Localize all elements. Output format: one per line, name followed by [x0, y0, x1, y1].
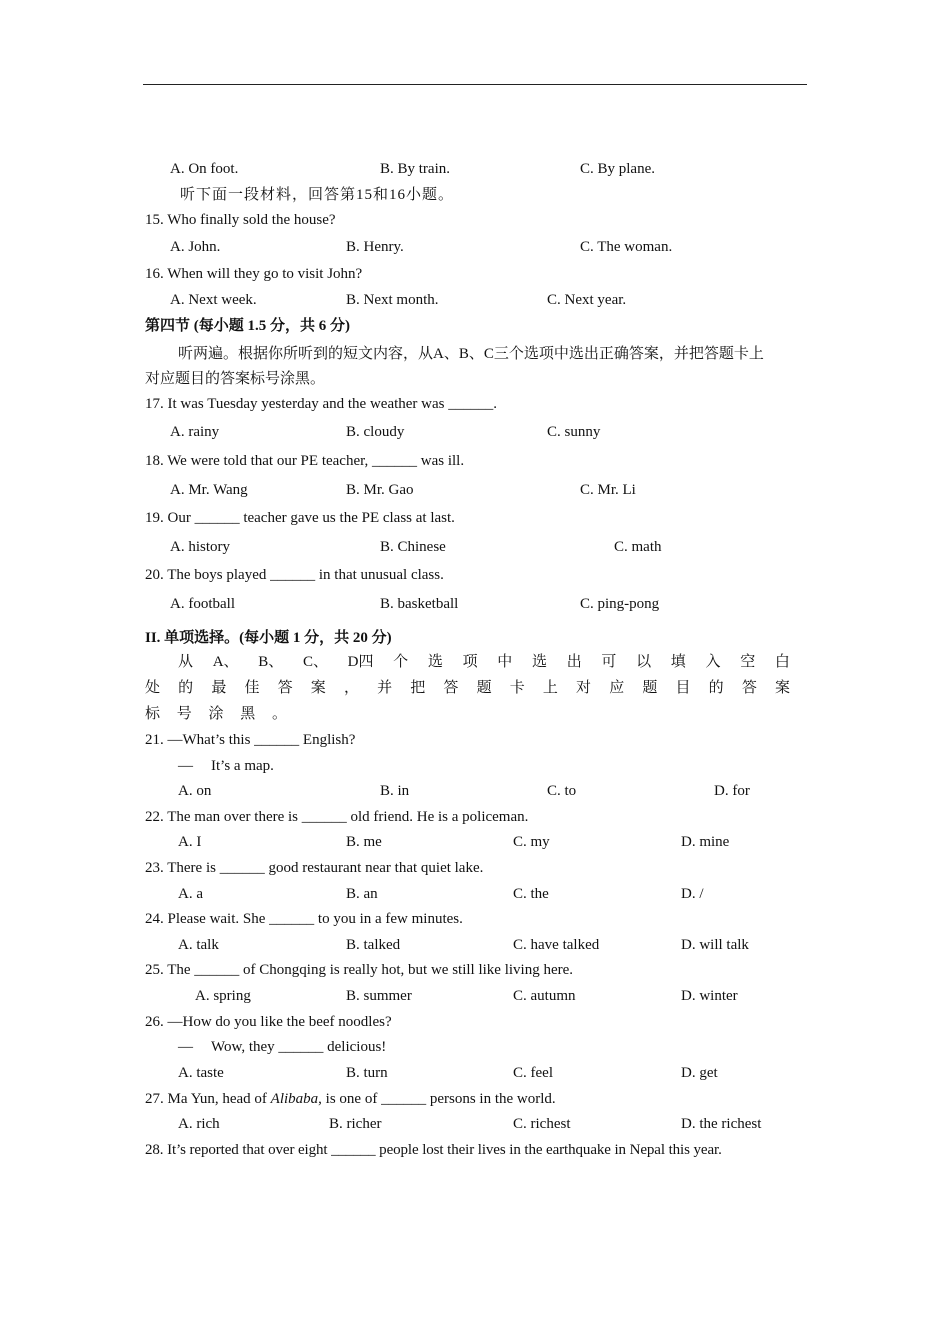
q23-option-b: B. an	[346, 886, 378, 902]
instr-char: B、	[258, 654, 284, 670]
q21-option-b: B. in	[380, 783, 410, 799]
q27-stem-pre: 27. Ma Yun, head of	[145, 1091, 271, 1107]
q24-option-c: C. have talked	[513, 937, 600, 953]
q19-option-b: B. Chinese	[380, 539, 446, 555]
q22-option-a: A. I	[178, 834, 202, 850]
q24-stem: 24. Please wait. She ______ to you in a few minutes.	[145, 911, 463, 927]
q23-option-d: D. /	[681, 886, 704, 902]
q24-option-b: B. talked	[346, 937, 401, 953]
q21-stem: 21. —What’s this ______ English?	[145, 732, 356, 748]
q26-option-b: B. turn	[346, 1065, 388, 1081]
instr-char: 案	[774, 680, 790, 696]
instr-char: 题	[642, 680, 658, 696]
q20-option-c: C. ping-pong	[580, 596, 660, 612]
part-2-instruction-line-1	[178, 652, 790, 672]
instr-char: 项	[462, 654, 478, 670]
instr-char: A、	[212, 654, 239, 670]
q21-option-d: D. for	[714, 783, 750, 799]
instr-char: C、	[302, 654, 328, 670]
q15-option-a: A. John.	[170, 239, 221, 255]
q17-option-b: B. cloudy	[346, 424, 405, 440]
q22-option-b: B. me	[346, 834, 382, 850]
q22-option-c: C. my	[513, 834, 550, 850]
instr-char: 处	[145, 680, 161, 696]
instr-char: 出	[566, 654, 582, 670]
section-4-instruction-2: 对应题目的答案标号涂黑。	[145, 371, 326, 387]
q25-stem: 25. The ______ of Chongqing is really hot, but we still like living here.	[145, 962, 574, 978]
q27-stem-post: , is one of ______ persons in the world.	[318, 1091, 556, 1107]
q20-option-b: B. basketball	[380, 596, 459, 612]
instr-char: 黑	[240, 706, 256, 722]
instr-char: 选	[531, 654, 547, 670]
q19-option-a: A. history	[170, 539, 230, 555]
q24-option-a: A. talk	[178, 937, 219, 953]
instr-char: 答	[443, 680, 459, 696]
q15-option-c: C. The woman.	[580, 239, 673, 255]
q17-stem: 17. It was Tuesday yesterday and the weather was ______.	[145, 396, 498, 412]
q21-option-c: C. to	[547, 783, 577, 799]
q27-stem	[145, 1089, 556, 1109]
q21-option-a: A. on	[178, 783, 212, 799]
q18-stem: 18. We were told that our PE teacher, ______ was ill.	[145, 453, 465, 469]
instr-char: 标	[145, 706, 161, 722]
instr-char: 白	[774, 654, 790, 670]
q15-stem: 15. Who finally sold the house?	[145, 212, 336, 228]
part-2-title: II. 单项选择。(每小题 1 分，共 20 分)	[145, 630, 392, 646]
q14-option-b: B. By train.	[380, 161, 450, 177]
instr-char: D四	[347, 654, 374, 670]
instr-char: 的	[178, 680, 194, 696]
q23-option-c: C. the	[513, 886, 549, 902]
instr-char: 对	[576, 680, 592, 696]
q14-option-c: C. By plane.	[580, 161, 655, 177]
instr-char: 上	[542, 680, 558, 696]
q25-option-c: C. autumn	[513, 988, 576, 1004]
q20-stem: 20. The boys played ______ in that unusual class.	[145, 567, 444, 583]
instr-char: 题	[476, 680, 492, 696]
instr-char: 个	[393, 654, 409, 670]
q14-option-a: A. On foot.	[170, 161, 239, 177]
instr-char: 答	[741, 680, 757, 696]
q25-option-b: B. summer	[346, 988, 412, 1004]
instr-char: 把	[410, 680, 426, 696]
q21-reply-dash: —	[178, 758, 193, 774]
instr-char: 空	[740, 654, 756, 670]
header-rule	[143, 84, 807, 85]
instr-char: 。	[271, 706, 287, 722]
part-2-instruction-line-2	[145, 678, 790, 698]
q25-option-d: D. winter	[681, 988, 738, 1004]
instr-char: 以	[636, 654, 652, 670]
q27-option-a: A. rich	[178, 1116, 220, 1132]
section-4-instruction-1: 听两遍。根据你所听到的短文内容，从A、B、C三个选项中选出正确答案，并把答题卡上	[178, 346, 764, 362]
q27-stem-company: Alibaba	[270, 1091, 319, 1107]
q27-option-d: D. the richest	[681, 1116, 762, 1132]
q16-option-b: B. Next month.	[346, 292, 439, 308]
q22-stem: 22. The man over there is ______ old friend. He is a policeman.	[145, 809, 529, 825]
instr-char: 选	[427, 654, 443, 670]
instr-char: 的	[708, 680, 724, 696]
q25-option-a: A. spring	[195, 988, 251, 1004]
instr-char: 填	[670, 654, 686, 670]
instr-char: 卡	[509, 680, 525, 696]
q19-option-c: C. math	[614, 539, 662, 555]
q26-option-d: D. get	[681, 1065, 718, 1081]
q21-reply: It’s a map.	[211, 758, 274, 774]
instr-char: 并	[377, 680, 393, 696]
instr-char: 应	[609, 680, 625, 696]
q22-option-d: D. mine	[681, 834, 730, 850]
q27-option-b: B. richer	[329, 1116, 382, 1132]
instr-char: 号	[176, 706, 192, 722]
q16-option-c: C. Next year.	[547, 292, 627, 308]
q16-stem: 16. When will they go to visit John?	[145, 266, 363, 282]
instr-char: 案	[310, 680, 326, 696]
instr-char: 入	[705, 654, 721, 670]
q26-reply-dash: —	[178, 1039, 193, 1055]
instr-char: ，	[343, 680, 359, 696]
instruction-15-16: 听下面一段材料，回答第15和16小题。	[180, 187, 455, 203]
q16-option-a: A. Next week.	[170, 292, 257, 308]
q26-option-c: C. feel	[513, 1065, 553, 1081]
q17-option-c: C. sunny	[547, 424, 601, 440]
instr-char: 涂	[208, 706, 224, 722]
instr-char: 最	[211, 680, 227, 696]
q19-stem: 19. Our ______ teacher gave us the PE class at last.	[145, 510, 455, 526]
part-2-instruction-line-3	[145, 704, 287, 724]
q26-stem: 26. —How do you like the beef noodles?	[145, 1014, 392, 1030]
q17-option-a: A. rainy	[170, 424, 220, 440]
instr-char: 目	[675, 680, 691, 696]
q26-option-a: A. taste	[178, 1065, 224, 1081]
q26-reply: Wow, they ______ delicious!	[211, 1039, 387, 1055]
q20-option-a: A. football	[170, 596, 235, 612]
q15-option-b: B. Henry.	[346, 239, 404, 255]
instr-char: 可	[601, 654, 617, 670]
q23-stem: 23. There is ______ good restaurant near that quiet lake.	[145, 860, 484, 876]
q23-option-a: A. a	[178, 886, 203, 902]
section-4-title: 第四节 (每小题 1.5 分，共 6 分)	[145, 318, 350, 334]
q18-option-a: A. Mr. Wang	[170, 482, 248, 498]
instr-char: 佳	[244, 680, 260, 696]
q24-option-d: D. will talk	[681, 937, 749, 953]
q27-option-c: C. richest	[513, 1116, 571, 1132]
instr-char: 答	[277, 680, 293, 696]
q18-option-b: B. Mr. Gao	[346, 482, 414, 498]
instr-char: 中	[497, 654, 513, 670]
q18-option-c: C. Mr. Li	[580, 482, 636, 498]
instr-char: 从	[178, 654, 194, 670]
q28-stem: 28. It’s reported that over eight ______ people lost their lives in the earthquake in Nepal this year.	[145, 1142, 722, 1158]
